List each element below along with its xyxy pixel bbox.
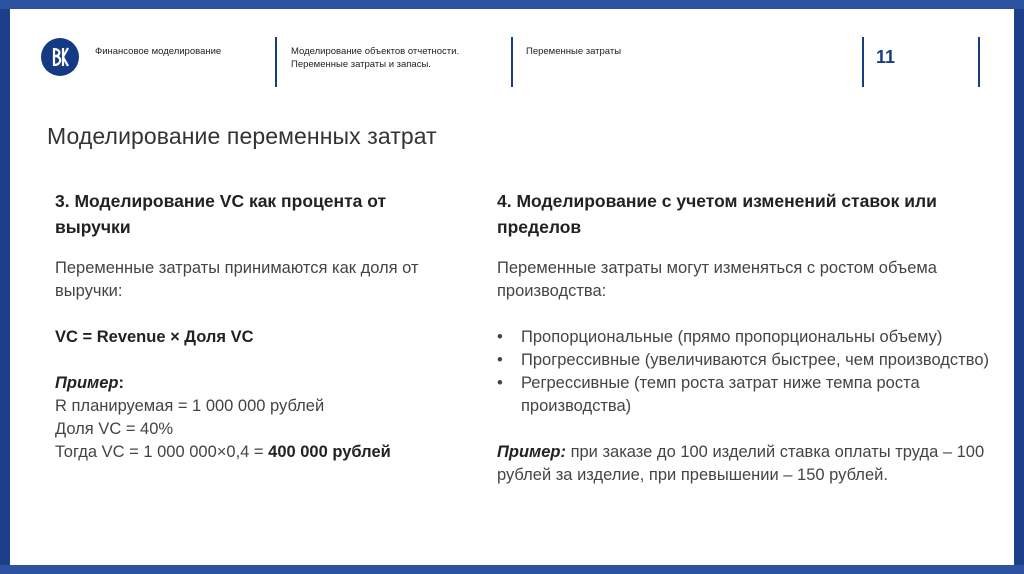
header-divider — [978, 37, 980, 87]
left-example-result: 400 000 рублей — [268, 443, 391, 461]
left-example-label: Пример — [55, 374, 119, 392]
bullet-icon: • — [497, 351, 503, 369]
page-number: 11 — [876, 47, 896, 67]
right-example-label: Пример: — [497, 443, 566, 461]
list-item: • Регрессивные (темп роста затрат ниже темпа роста производства) — [497, 374, 920, 415]
background-bottom — [0, 565, 1024, 574]
hse-logo — [41, 38, 79, 76]
right-heading: 4. Моделирование с учетом изменений ставок или пределов — [497, 191, 937, 237]
left-formula: VC = Revenue × Доля VC — [55, 328, 254, 346]
bullet-icon: • — [497, 374, 503, 392]
header-topic: Переменные затраты — [526, 46, 622, 57]
list-item: • Прогрессивные (увеличиваются быстрее, чем производство) — [497, 349, 997, 372]
right-example — [497, 441, 997, 487]
right-bullet-list — [497, 326, 997, 418]
left-example-line-3: Тогда VC = 1 000 000×0,4 = 400 000 рублей — [55, 443, 391, 461]
left-intro: Переменные затраты принимаются как доля от выручки: — [55, 259, 419, 300]
slide — [10, 9, 1014, 565]
slide-title: Моделирование переменных затрат — [47, 123, 437, 149]
bullet-icon: • — [497, 328, 503, 346]
left-example-line-1: R планируемая = 1 000 000 рублей — [55, 397, 325, 415]
hse-logo-mark-icon — [41, 38, 79, 76]
left-example-line-2: Доля VC = 40% — [55, 420, 174, 438]
left-example-label-line: Пример: — [55, 374, 124, 392]
background-top — [0, 0, 1024, 9]
header-divider — [275, 37, 277, 87]
left-heading: 3. Моделирование VC как процента от выручки — [55, 191, 387, 237]
right-example-text: при заказе до 100 изделий ставка оплаты труда – 100 рублей за изделие, при превышении – 150 рублей. — [497, 443, 985, 484]
header-section: Моделирование объектов отчетности. Переменные затраты и запасы. — [291, 46, 460, 70]
header-course: Финансовое моделирование — [95, 46, 222, 57]
header-divider — [511, 37, 513, 87]
list-item: • Пропорциональные (прямо пропорциональны объему) — [497, 326, 997, 349]
right-intro: Переменные затраты могут изменяться с ростом объема производства: — [497, 259, 937, 300]
right-column — [497, 188, 997, 487]
left-column — [55, 188, 460, 464]
header-divider — [862, 37, 864, 87]
